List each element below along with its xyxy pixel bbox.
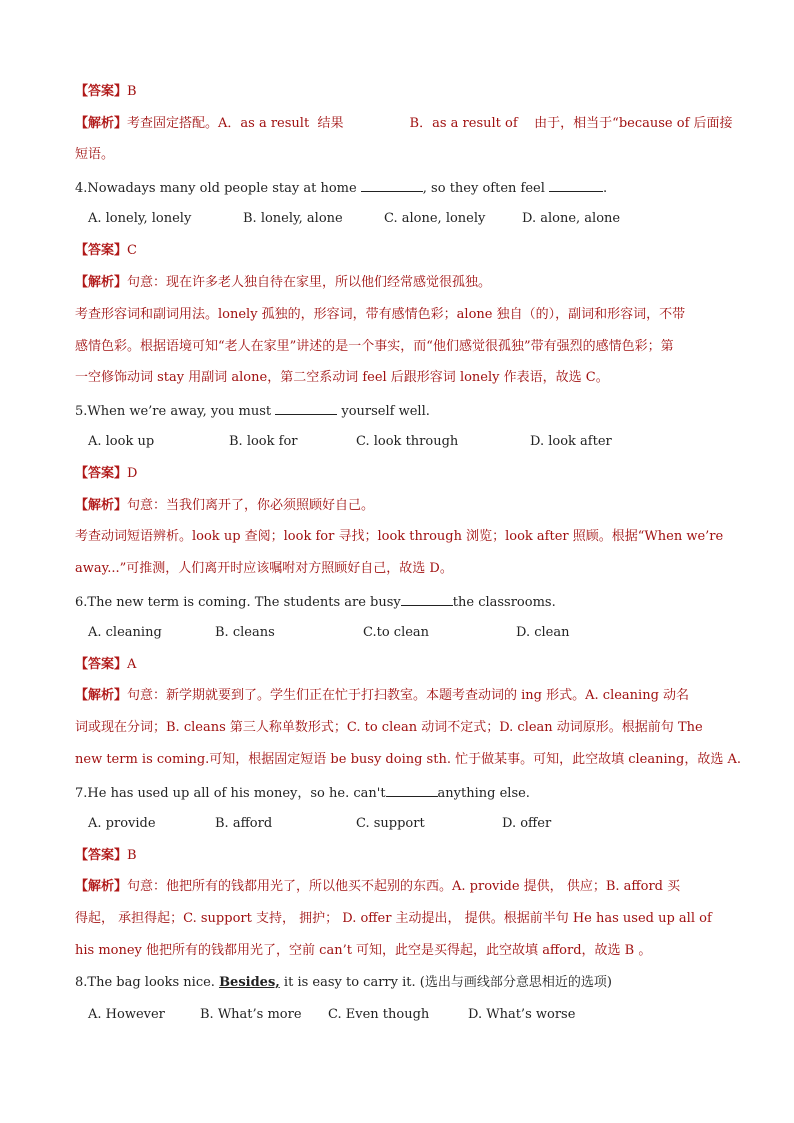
option-a: A. provide xyxy=(88,816,156,831)
answer-blank xyxy=(275,400,337,415)
option-d: D. alone, alone xyxy=(522,211,621,226)
stem-text: 5.When we’re away, you must xyxy=(75,404,276,419)
options-q5 xyxy=(88,432,728,452)
answer-blank xyxy=(361,177,423,192)
answer-value: C xyxy=(127,243,137,258)
analysis-text: 句意：当我们离开了，你必须照顾好自己。 xyxy=(127,498,375,513)
answer-label: 【答案】 xyxy=(75,466,128,481)
explanation-line: 一空修饰动词 stay 用副词 alone，第二空系动词 feel 后跟形容词 lonely 作表语，故选 C。 xyxy=(75,370,609,385)
answer-label: 【答案】 xyxy=(75,848,128,863)
answer-blank xyxy=(401,591,453,606)
answer-label: 【答案】 xyxy=(75,657,128,672)
options-q7 xyxy=(88,814,728,834)
analysis-text: 句意：现在许多老人独自待在家里，所以他们经常感觉很孤独。 xyxy=(127,275,492,290)
analysis-text: 考查固定搭配。A．as a result 结果 B．as a result of 由于，相当于“because of 后面接 xyxy=(127,116,733,131)
stem-text: . xyxy=(603,181,608,196)
analysis-cont-q3: 短语。 xyxy=(75,147,115,162)
option-a: A. cleaning xyxy=(88,625,162,640)
explanation-line: away...”可推测，人们离开时应该嘱咐对方照顾好自己，故选 D。 xyxy=(75,561,453,576)
option-c: C. support xyxy=(356,816,425,831)
answer-value: B xyxy=(127,848,137,863)
option-c: C. Even though xyxy=(328,1007,430,1022)
explanation-line: 得起， 承担得起；C. support 支持， 拥护； D. offer 主动提出， 提供。根据前半句 He has used up all of xyxy=(75,911,712,926)
question-stem-q5 xyxy=(75,400,430,422)
explanation-line: his money 他把所有的钱都用光了，空前 can’t 可知，此空是买得起，此空故填 afford，故选 B 。 xyxy=(75,943,652,958)
option-b: B. What’s more xyxy=(200,1007,302,1022)
stem-text: 4.Nowadays many old people stay at home xyxy=(75,181,361,196)
option-d: D. What’s worse xyxy=(468,1007,576,1022)
stem-text: 8.The bag looks nice. xyxy=(75,975,220,990)
answer-line-q4 xyxy=(75,241,137,261)
option-a: A. However xyxy=(88,1007,165,1022)
question-stem-q4 xyxy=(75,177,607,199)
answer-blank xyxy=(386,782,438,797)
answer-value: D xyxy=(127,466,138,481)
option-c: C.to clean xyxy=(363,625,430,640)
analysis-label: 【解析】 xyxy=(75,879,128,894)
options-q4 xyxy=(88,209,728,229)
answer-blank xyxy=(549,177,603,192)
answer-label: 【答案】 xyxy=(75,243,128,258)
question-stem-q6 xyxy=(75,591,556,613)
option-d: D. offer xyxy=(502,816,552,831)
analysis-text: 句意：他把所有的钱都用光了，所以他买不起别的东西。A. provide 提供， 供应；B. afford 买 xyxy=(127,879,681,894)
stem-text: it is easy to carry it. (选出与画线部分意思相近的选项) xyxy=(279,975,612,990)
options-q8 xyxy=(88,1005,728,1025)
question-stem-q8 xyxy=(75,973,612,993)
analysis-label: 【解析】 xyxy=(75,688,128,703)
explanation-line: 考查形容词和副词用法。lonely 孤独的，形容词，带有感情色彩；alone 独自（的），副词和形容词，不带 xyxy=(75,307,686,322)
option-c: C. alone, lonely xyxy=(384,211,486,226)
answer-value: B xyxy=(127,84,137,99)
analysis-text: 句意：新学期就要到了。学生们正在忙于打扫教室。本题考查动词的 ing 形式。A. cleaning 动名 xyxy=(127,688,690,703)
stem-text: anything else. xyxy=(437,786,530,801)
option-b: B. lonely, alone xyxy=(243,211,343,226)
answer-line-q6 xyxy=(75,655,136,675)
analysis-line-q3 xyxy=(75,114,733,134)
analysis-line-q5 xyxy=(75,496,374,516)
answer-line-q7 xyxy=(75,846,137,866)
answer-value: A xyxy=(127,657,137,672)
explanation-line: 词或现在分词；B. cleans 第三人称单数形式；C. to clean 动词不定式；D. clean 动词原形。根据前句 The xyxy=(75,720,703,735)
analysis-label: 【解析】 xyxy=(75,116,128,131)
analysis-label: 【解析】 xyxy=(75,275,128,290)
analysis-line-q6 xyxy=(75,686,689,706)
analysis-line-q7 xyxy=(75,877,680,897)
stem-text: 7.He has used up all of his money，so he. can't xyxy=(75,786,386,801)
option-b: B. afford xyxy=(215,816,273,831)
option-d: D. look after xyxy=(530,434,612,449)
explanation-line: 考查动词短语辨析。look up 查阅；look for 寻找；look through 浏览；look after 照顾。根据“When we’re xyxy=(75,529,724,544)
underlined-word: Besides, xyxy=(219,975,280,990)
option-b: B. cleans xyxy=(215,625,275,640)
stem-text: 6.The new term is coming. The students are busy xyxy=(75,595,401,610)
answer-line-q3 xyxy=(75,82,137,102)
answer-label: 【答案】 xyxy=(75,84,128,99)
stem-text: the classrooms. xyxy=(452,595,556,610)
options-q6 xyxy=(88,623,728,643)
question-stem-q7 xyxy=(75,782,530,804)
answer-line-q5 xyxy=(75,464,137,484)
explanation-line: 感情色彩。根据语境可知“老人在家里”讲述的是一个事实，而“他们感觉很孤独”带有强烈的感情色彩；第 xyxy=(75,339,674,354)
option-a: A. look up xyxy=(88,434,155,449)
stem-text: , so they often feel xyxy=(422,181,550,196)
option-a: A. lonely, lonely xyxy=(88,211,192,226)
option-c: C. look through xyxy=(356,434,459,449)
analysis-label: 【解析】 xyxy=(75,498,128,513)
explanation-line: new term is coming.可知，根据固定短语 be busy doing sth. 忙于做某事。可知，此空故填 cleaning，故选 A. xyxy=(75,752,741,767)
option-d: D. clean xyxy=(516,625,570,640)
stem-text: yourself well. xyxy=(337,404,430,419)
analysis-line-q4 xyxy=(75,273,491,293)
option-b: B. look for xyxy=(229,434,298,449)
